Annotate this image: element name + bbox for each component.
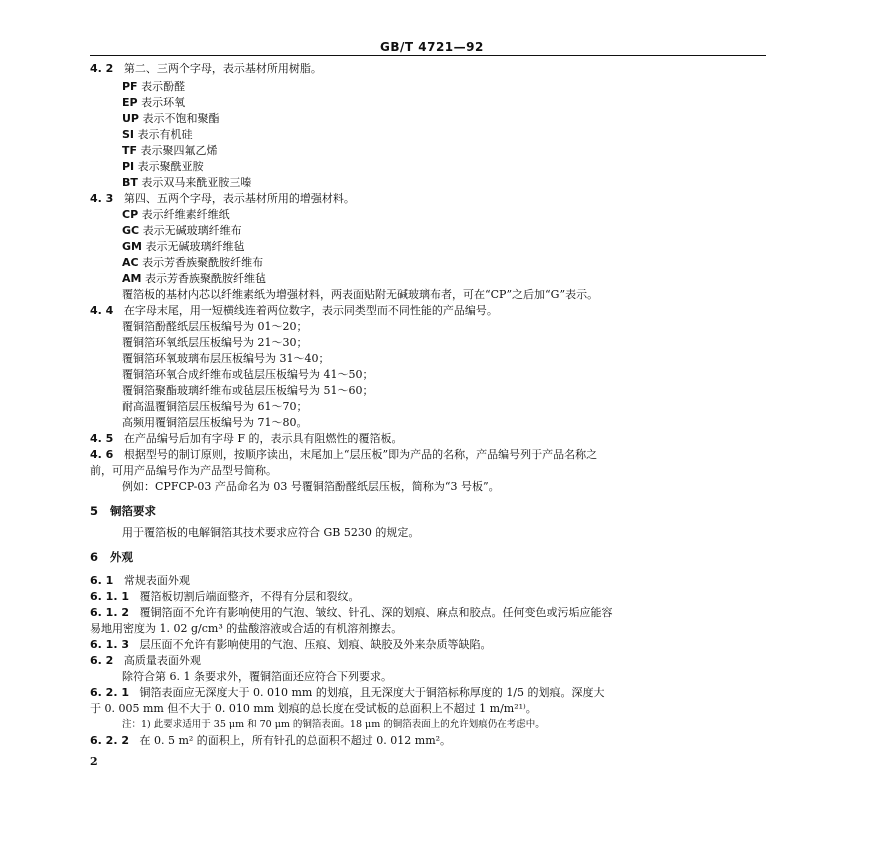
code-desc: 表示聚四氟乙烯	[140, 144, 218, 157]
section-text: 高质量表面外观	[123, 654, 201, 667]
code-desc: 表示有机硅	[137, 128, 193, 141]
section-text: 层压面不允许有影响使用的气泡、压痕、划痕、缺胶及外来杂质等缺陷。	[139, 638, 492, 651]
section-number: 6. 2. 2	[90, 734, 129, 747]
section-number: 6. 1. 1	[90, 590, 129, 603]
code-desc: 表示纤维素纤维纸	[141, 208, 230, 221]
section-5-text: 用于覆箔板的电解铜箔其技术要求应符合 GB 5230 的规定。	[122, 526, 420, 539]
code-desc: 表示芳香族聚酰胺纤维布	[142, 256, 264, 269]
code-label: PI	[122, 160, 135, 173]
list-item	[122, 144, 218, 158]
code-label: GM	[122, 240, 142, 253]
section-text: 常规表面外观	[123, 574, 190, 587]
section-6-1-2	[90, 606, 612, 620]
section-4-2	[90, 62, 322, 76]
list-item: 耐高温覆铜箔层压板编号为 61～70；	[122, 400, 308, 413]
code-label: PF	[122, 80, 138, 93]
section-5-heading	[90, 504, 156, 518]
section-4-6-example: 例如：CPFCP-03 产品命名为 03 号覆铜箔酚醛纸层压板，简称为“3 号板”。	[122, 480, 500, 493]
section-number: 6. 2	[90, 654, 114, 667]
section-number: 6. 1. 3	[90, 638, 129, 651]
list-item	[122, 208, 230, 222]
list-item: 覆铜箔酚醛纸层压板编号为 01～20；	[122, 320, 308, 333]
section-4-6	[90, 448, 597, 462]
list-item	[122, 160, 204, 174]
list-item: 覆铜箔环氧玻璃布层压板编号为 31～40；	[122, 352, 330, 365]
section-number: 6. 2. 1	[90, 686, 129, 699]
list-item	[122, 176, 251, 190]
footnote: 注：1) 此要求适用于 35 μm 和 70 μm 的铜箔表面。18 μm 的铜箔表面上的允许划痕仍在考虑中。	[122, 719, 545, 730]
section-title: 外观	[110, 550, 134, 564]
section-text: 在产品编号后加有字母 F 的，表示具有阻燃性的覆箔板。	[123, 432, 403, 445]
section-text: 在字母末尾，用一短横线连着两位数字，表示同类型而不同性能的产品编号。	[123, 304, 498, 317]
section-text: 铜箔表面应无深度大于 0. 010 mm 的划痕，且无深度大于铜箔标称厚度的 1/5 的划痕。深度大	[139, 686, 605, 699]
section-number: 6	[90, 550, 99, 564]
section-4-3	[90, 192, 355, 206]
code-desc: 表示酚醛	[141, 80, 186, 93]
section-6-1-3	[90, 638, 491, 652]
section-6-1	[90, 574, 190, 588]
section-6-2-1-cont: 于 0. 005 mm 但不大于 0. 010 mm 划痕的总长度在受试板的总面积上不超过 1 m/m²¹⁾。	[90, 702, 537, 715]
section-number: 4. 6	[90, 448, 114, 461]
list-item	[122, 256, 263, 270]
section-number: 4. 5	[90, 432, 114, 445]
list-item	[122, 112, 220, 126]
code-label: UP	[122, 112, 139, 125]
list-item: 覆铜箔聚酯玻璃纤维布或毡层压板编号为 51～60；	[122, 384, 374, 397]
list-item: 覆铜箔环氧纸层压板编号为 21～30；	[122, 336, 308, 349]
code-desc: 表示双马来酰亚胺三嗪	[141, 176, 252, 189]
section-4-3-extra: 覆箔板的基材内芯以纤维素纸为增强材料，两表面贴附无碱玻璃布者，可在“CP”之后加“G”表示。	[122, 288, 599, 301]
section-6-2-2	[90, 734, 451, 748]
code-desc: 表示不饱和聚酯	[142, 112, 220, 125]
list-item	[122, 96, 185, 110]
list-item	[122, 224, 242, 238]
section-number: 6. 1	[90, 574, 114, 587]
code-desc: 表示环氧	[141, 96, 186, 109]
section-title: 铜箔要求	[110, 504, 157, 518]
section-6-2-sub: 除符合第 6. 1 条要求外，覆铜箔面还应符合下列要求。	[122, 670, 392, 683]
section-4-6-cont: 前，可用产品编号作为产品型号简称。	[90, 464, 277, 477]
list-item	[122, 272, 266, 286]
section-number: 4. 2	[90, 62, 114, 75]
code-label: CP	[122, 208, 139, 221]
section-4-5	[90, 432, 402, 446]
page-number: 2	[90, 755, 98, 768]
list-item: 高频用覆铜箔层压板编号为 71～80。	[122, 416, 308, 429]
section-text: 覆铜箔面不允许有影响使用的气泡、皱纹、针孔、深的划痕、麻点和胶点。任何变色或污垢应能容	[139, 606, 613, 619]
section-6-1-1	[90, 590, 359, 604]
section-text: 根据型号的制订原则，按顺序读出，末尾加上“层压板”即为产品的名称，产品编号列于产品名称之	[123, 448, 598, 461]
header-rule	[90, 55, 766, 56]
section-6-2	[90, 654, 201, 668]
section-text: 第四、五两个字母，表示基材所用的增强材料。	[123, 192, 355, 205]
code-desc: 表示聚酰亚胺	[137, 160, 204, 173]
code-label: AC	[122, 256, 139, 269]
code-label: BT	[122, 176, 138, 189]
list-item	[122, 240, 244, 254]
section-text: 在 0. 5 m² 的面积上，所有针孔的总面积不超过 0. 012 mm²。	[139, 734, 452, 747]
section-4-4	[90, 304, 498, 318]
code-label: AM	[122, 272, 142, 285]
code-label: EP	[122, 96, 138, 109]
section-number: 4. 4	[90, 304, 114, 317]
code-label: GC	[122, 224, 140, 237]
list-item	[122, 128, 193, 142]
code-desc: 表示无碱玻璃纤维毡	[145, 240, 245, 253]
code-label: SI	[122, 128, 135, 141]
code-desc: 表示芳香族聚酰胺纤维毡	[144, 272, 266, 285]
code-desc: 表示无碱玻璃纤维布	[142, 224, 242, 237]
section-number: 5	[90, 504, 99, 518]
list-item: 覆铜箔环氧合成纤维布或毡层压板编号为 41～50；	[122, 368, 374, 381]
section-6-2-1	[90, 686, 605, 700]
section-6-1-2-cont: 易地用密度为 1. 02 g/cm³ 的盐酸溶液或合适的有机溶剂擦去。	[90, 622, 403, 635]
list-item	[122, 80, 185, 94]
section-text: 覆箔板切割后端面整齐，不得有分层和裂纹。	[139, 590, 360, 603]
section-text: 第二、三两个字母，表示基材所用树脂。	[123, 62, 322, 75]
section-number: 6. 1. 2	[90, 606, 129, 619]
section-6-heading	[90, 550, 133, 564]
section-number: 4. 3	[90, 192, 114, 205]
standard-number: GB/T 4721—92	[380, 40, 484, 54]
code-label: TF	[122, 144, 138, 157]
